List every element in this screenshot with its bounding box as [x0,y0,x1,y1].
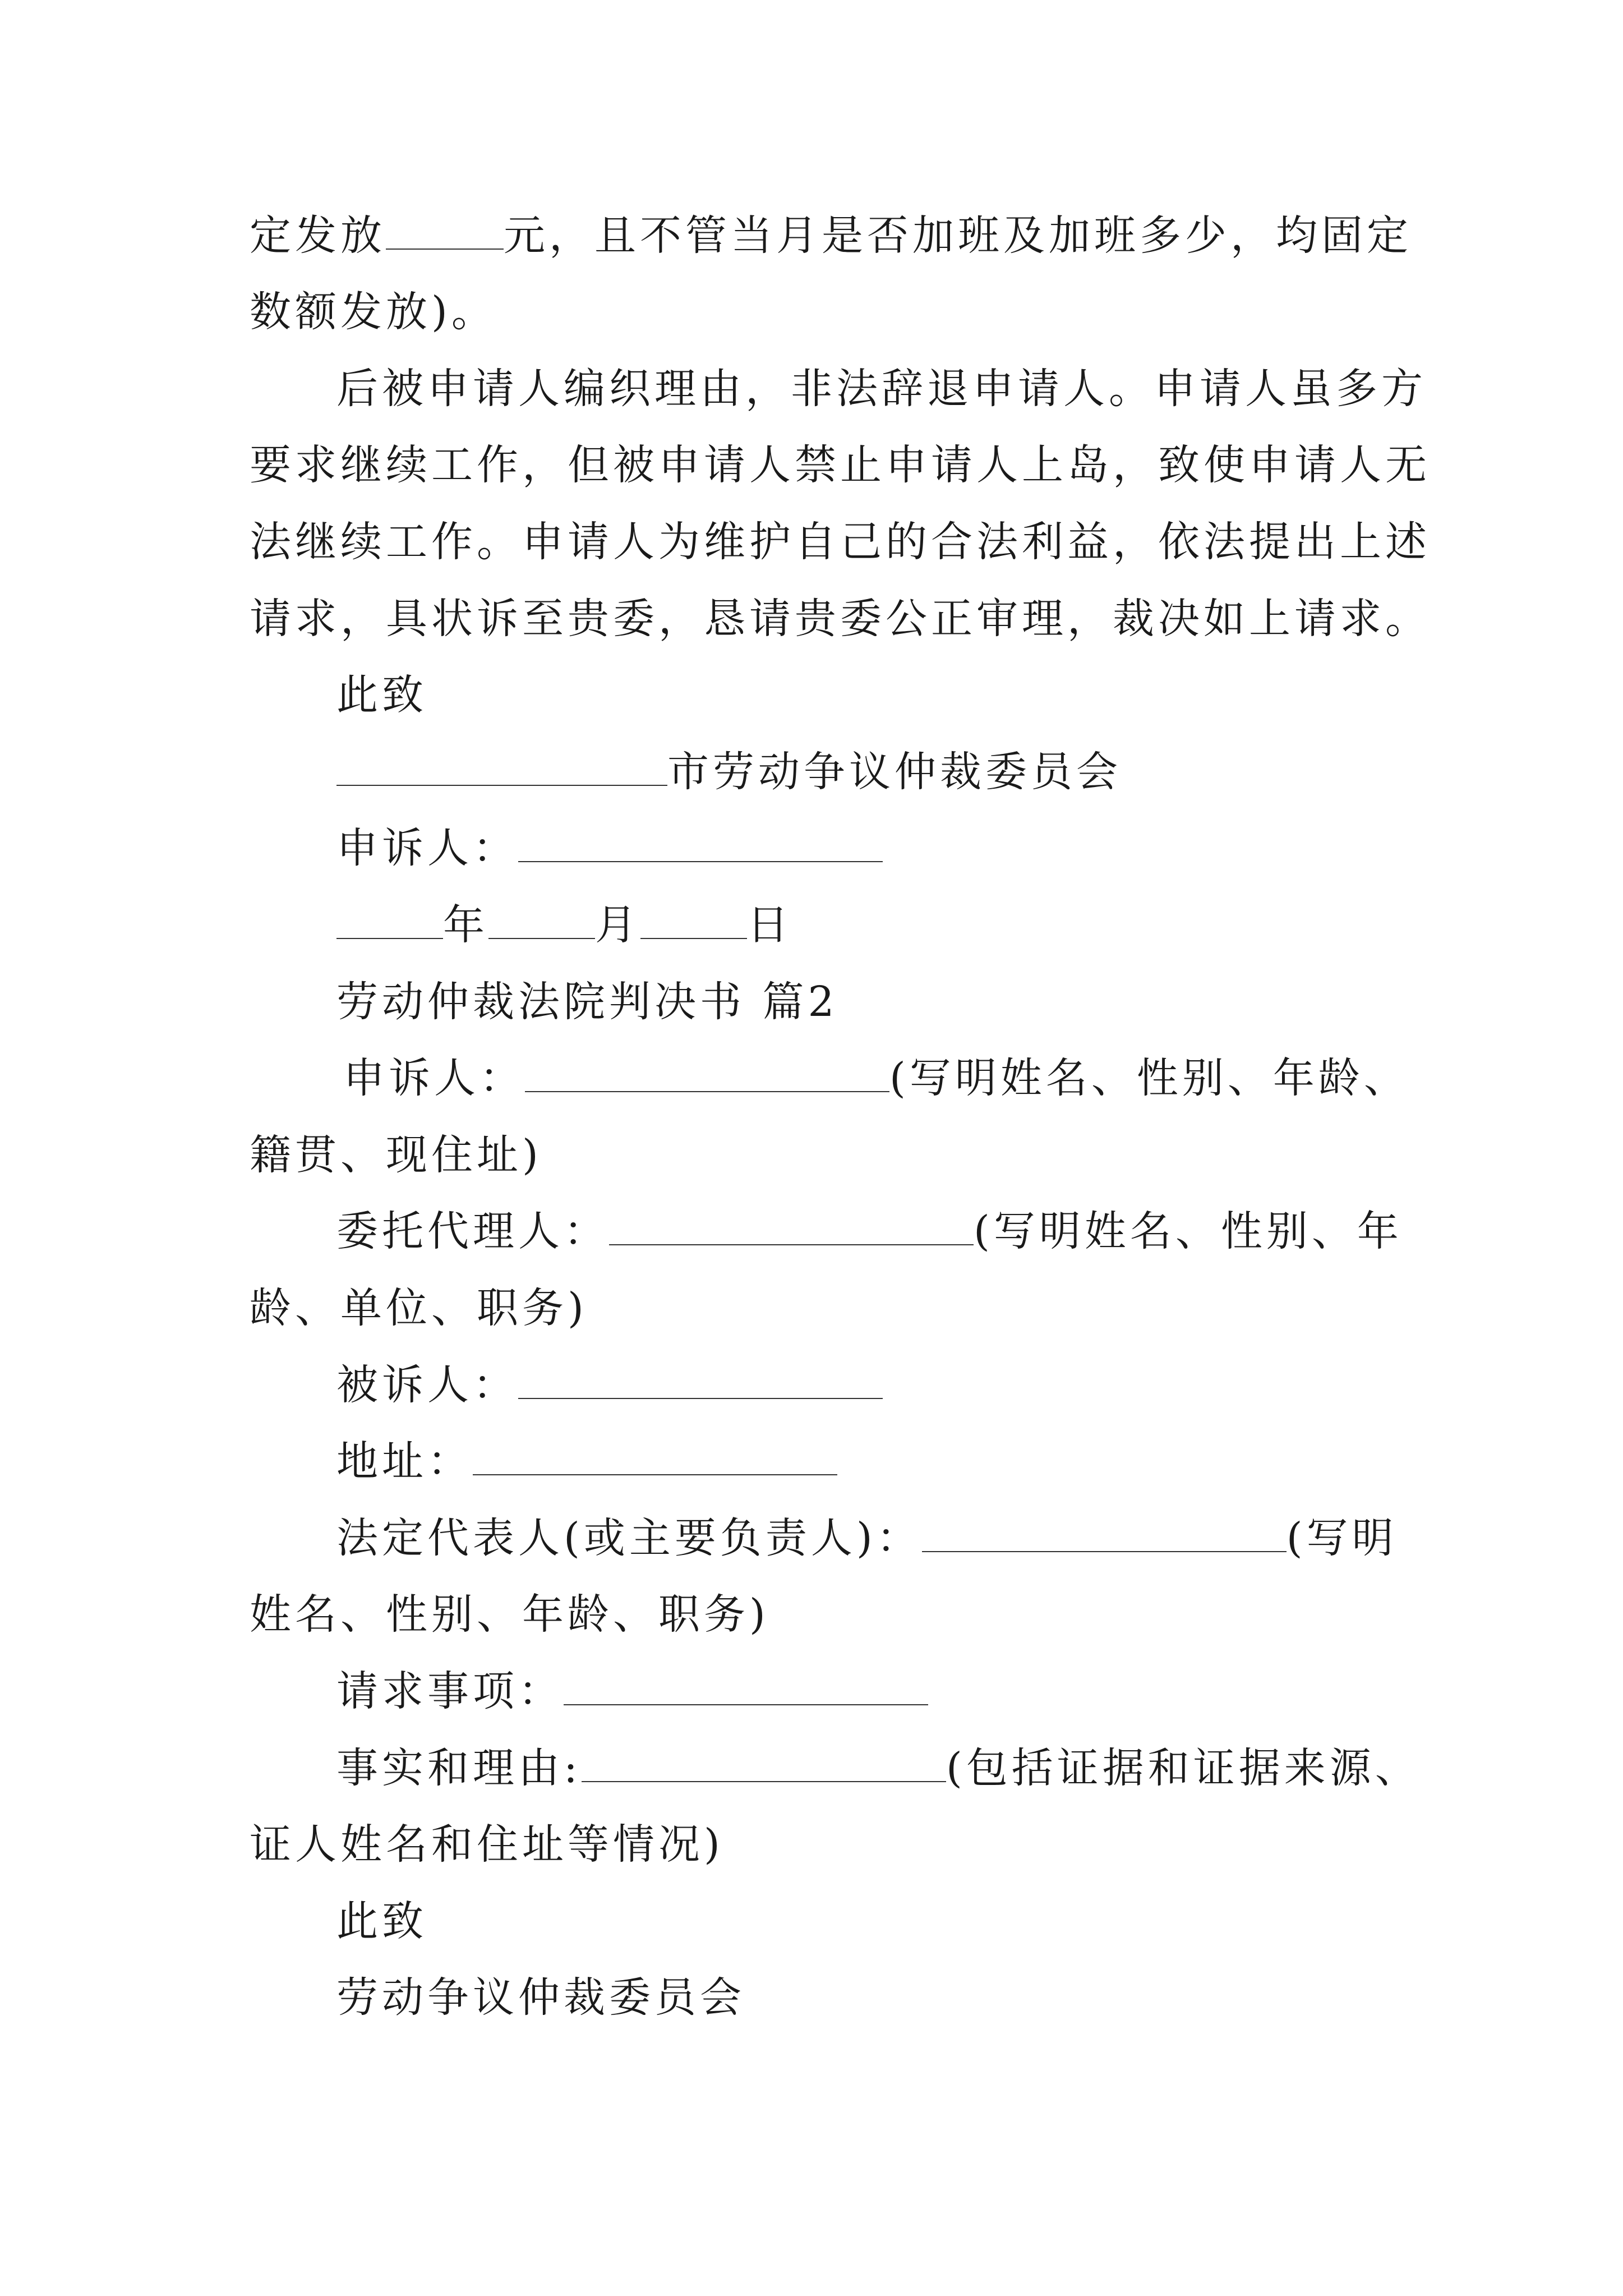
day-label: 日 [747,901,792,949]
facts-label: 事实和理由: [336,1744,582,1792]
blank-field[interactable] [488,901,595,939]
legal-rep-label: 法定代表人(或主要负责人)： [336,1514,922,1562]
address-label: 地址： [336,1437,473,1485]
blank-field[interactable] [518,1361,883,1399]
date-line [336,898,792,952]
appellant-label: 申诉人： [343,1054,525,1102]
blank-field[interactable] [525,1054,889,1092]
field-note: (写明姓名、性别、年龄、 [889,1054,1409,1102]
appellant-label: 申诉人： [336,824,518,872]
paragraph-line [250,209,1412,263]
blank-field[interactable] [473,1437,837,1475]
agent-label: 委托代理人： [336,1207,609,1255]
closing-text: 此致 [336,1897,427,1945]
text-segment: 定发放 [250,211,386,260]
field-note: (写明 [1286,1514,1398,1562]
form-line [336,1511,1398,1565]
blank-field[interactable] [640,901,747,939]
paragraph-line: 后被申请人编织理由，非法辞退申请人。申请人虽多方 [336,365,1427,413]
section-title: 劳动仲裁法院判决书 篇2 [336,978,838,1026]
field-note-continued: 籍贯、现住址) [250,1131,542,1179]
respondent-label: 被诉人： [336,1361,518,1409]
blank-field[interactable] [609,1207,974,1245]
blank-field[interactable] [564,1667,928,1705]
closing-text: 此致 [336,671,427,719]
committee-name: 劳动争议仲裁委员会 [336,1973,745,2022]
form-line [336,1741,1421,1795]
blank-field[interactable] [582,1744,946,1782]
field-note: (包括证据和证据来源、 [946,1744,1421,1792]
blank-field[interactable] [386,211,504,250]
form-line [336,1358,883,1412]
paragraph-line: 要求继续工作，但被申请人禁止申请人上岛，致使申请人无 [250,441,1431,489]
field-note-continued: 龄、单位、职务) [250,1284,588,1332]
paragraph-line: 数额发放)。 [250,288,497,336]
form-line [336,1664,928,1718]
appellant-signature-line [336,821,883,875]
field-note-continued: 姓名、性别、年龄、职务) [250,1590,769,1639]
blank-field[interactable] [336,901,443,939]
committee-line [336,745,1122,799]
paragraph-line: 法继续工作。申请人为维护自己的合法利益，依法提出上述 [250,518,1431,566]
form-line [336,1434,837,1488]
blank-field[interactable] [518,824,883,862]
claims-label: 请求事项： [336,1667,564,1715]
year-label: 年 [443,901,488,949]
blank-field[interactable] [336,748,667,786]
text-segment: 元，且不管当月是否加班及加班多少，均固定 [504,211,1412,260]
blank-field[interactable] [922,1514,1287,1552]
committee-name: 市劳动争议仲裁委员会 [667,748,1122,796]
form-line [343,1051,1409,1105]
field-note-continued: 证人姓名和住址等情况) [250,1820,724,1869]
month-label: 月 [595,901,640,949]
form-line [336,1204,1403,1258]
paragraph-line: 请求，具状诉至贵委，恳请贵委公正审理，裁决如上请求。 [250,595,1431,643]
field-note: (写明姓名、性别、年 [974,1207,1403,1255]
